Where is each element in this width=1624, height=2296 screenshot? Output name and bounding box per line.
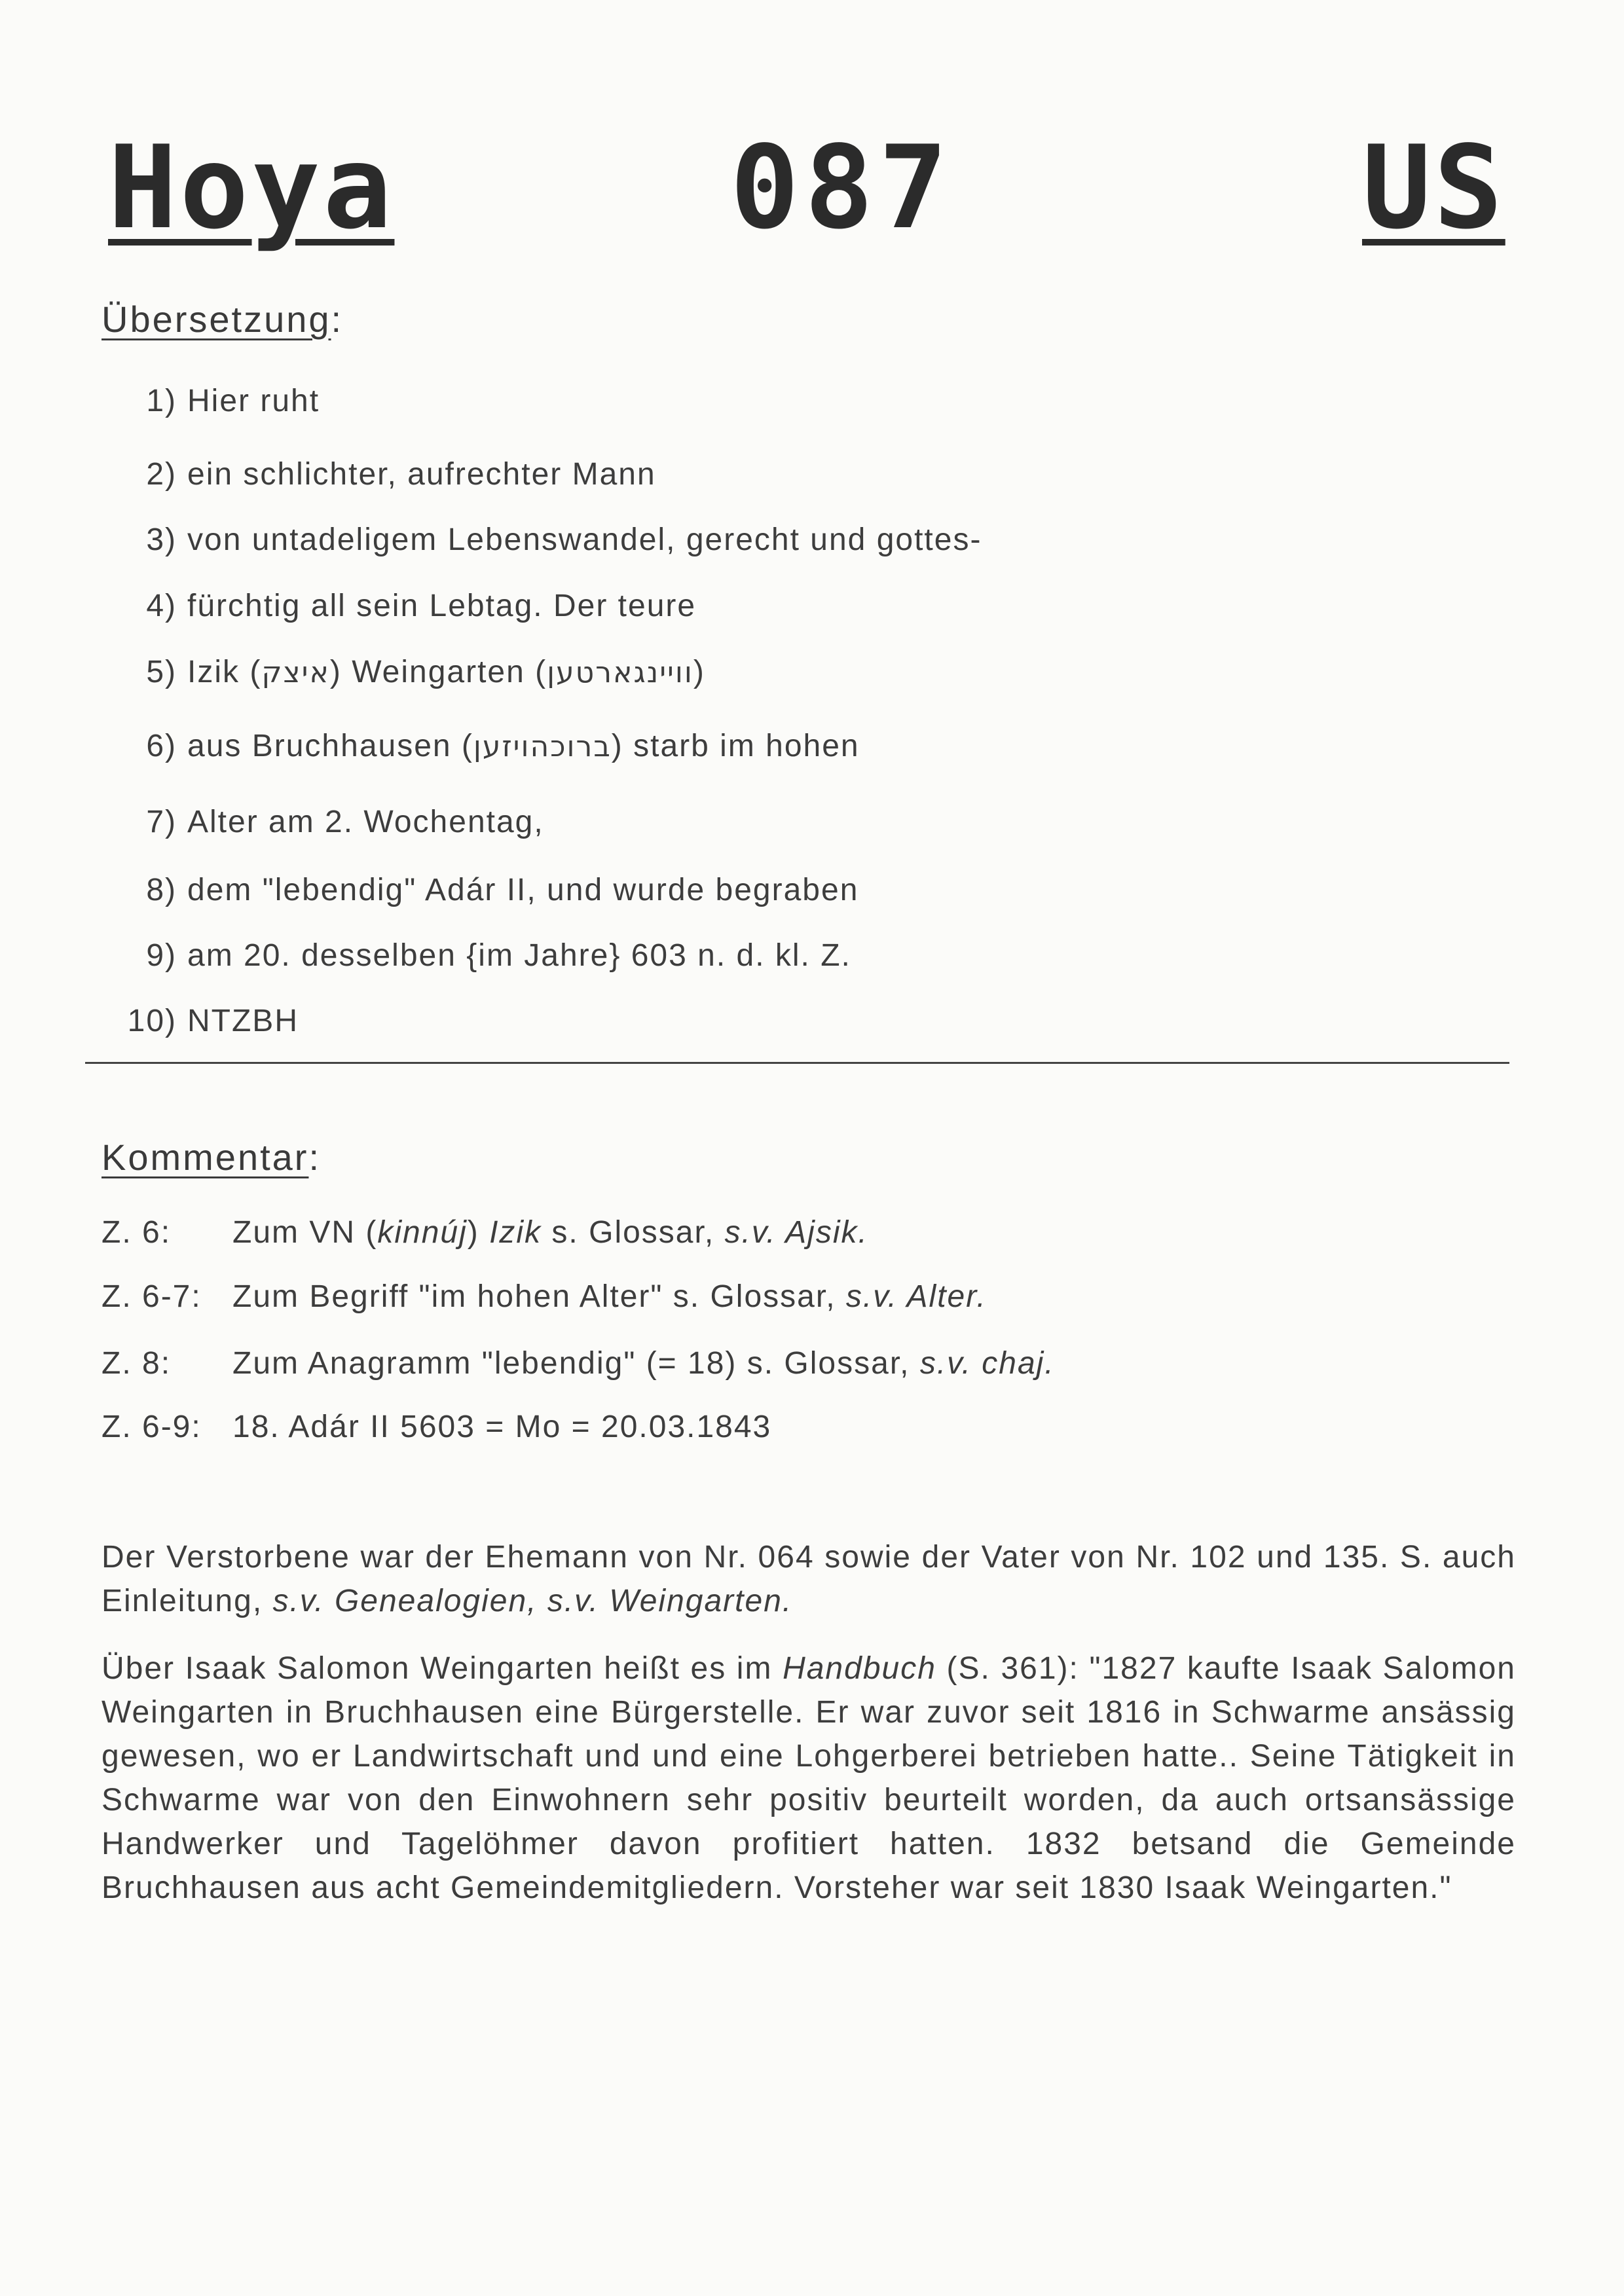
line-number: 1) <box>146 384 177 418</box>
header-place: Hoya <box>108 122 395 255</box>
comment-italic: s.v. Ajsik. <box>724 1215 868 1250</box>
line-text: von untadeligem Lebenswandel, gerecht und gottes- <box>187 522 982 557</box>
paragraph-handbuch <box>101 1647 1516 1910</box>
line-ref: Z. 6: <box>101 1215 172 1250</box>
line-text-post: ) starb im hohen <box>611 729 860 763</box>
line-ref: Z. 6-9: <box>101 1410 202 1444</box>
line-number: 10) <box>127 1004 177 1038</box>
line-text-mid: ) Weingarten ( <box>329 655 547 689</box>
translation-heading-colon: : <box>331 299 344 340</box>
commentary-line <box>101 1214 1542 1250</box>
line-text-post: ) <box>693 655 705 689</box>
line-ref: Z. 8: <box>101 1346 172 1381</box>
header-code: US <box>1362 122 1505 255</box>
comment-italic: s.v. chaj. <box>919 1346 1055 1381</box>
commentary-line <box>101 1409 1542 1445</box>
paragraph-text: (S. 361): "1827 kaufte Isaak Salomon Weingarten in Bruchhausen eine Bürgerstelle. Er war zuvor seit 1816 in Schwarme ansässig gewesen, wo er Landwirtschaft und und eine Lohgerberei betrieben hatte.. Seine Tätigkeit in Schwarme war von den Einwohnern sehr positiv beurteilt worden, da auch ortsansässige Handwerker und Tagelöhmer davon profitiert hatten. 1832 betsand die Gemeinde Bruchhausen aus acht Gemeindemitgliedern. Vorsteher war seit 1830 Isaak Weingarten." <box>101 1651 1516 1905</box>
line-text: fürchtig all sein Lebtag. Der teure <box>187 589 697 623</box>
line-number: 8) <box>146 873 177 907</box>
comment-text: Zum VN ( <box>232 1215 378 1250</box>
hebrew-surname: וויינגארטען <box>547 656 693 689</box>
comment-text: Zum Anagramm "lebendig" (= 18) s. Glossar, <box>232 1346 920 1381</box>
paragraph-text: Über Isaak Salomon Weingarten heißt es im <box>101 1651 783 1686</box>
line-number: 4) <box>146 589 177 623</box>
line-text: Hier ruht <box>187 384 320 418</box>
hebrew-place: ברוכהויזען <box>473 730 612 763</box>
comment-italic: kinnúj <box>377 1215 468 1250</box>
line-text: Alter am 2. Wochentag, <box>187 805 544 839</box>
comment-italic: Izik <box>489 1215 542 1250</box>
hebrew-name: איצק <box>261 656 330 689</box>
commentary-line <box>101 1345 1542 1381</box>
line-text-pre: Izik ( <box>187 655 262 689</box>
line-number: 5) <box>146 655 177 689</box>
translation-line <box>79 588 1519 624</box>
commentary-heading-text: Kommentar <box>101 1137 309 1178</box>
translation-line <box>79 728 1519 764</box>
commentary-heading <box>101 1136 321 1178</box>
translation-line <box>79 456 1519 492</box>
section-divider <box>85 1062 1509 1064</box>
comment-text: 18. Adár II 5603 = Mo = 20.03.1843 <box>232 1410 772 1444</box>
paragraph-text: Der Verstorbene war der Ehemann von Nr. 064 sowie der Vater von Nr. 102 und 135. S. auch Einleitung, <box>101 1540 1516 1618</box>
translation-line <box>79 383 1519 419</box>
paragraph-genealogy <box>101 1535 1516 1623</box>
translation-heading-text: Übersetzung <box>101 299 331 340</box>
comment-italic: s.v. Alter. <box>845 1279 987 1314</box>
comment-text: ) <box>467 1215 490 1250</box>
line-number: 9) <box>146 938 177 973</box>
line-number: 7) <box>146 805 177 839</box>
comment-text: Zum Begriff "im hohen Alter" s. Glossar, <box>232 1279 846 1314</box>
translation-line <box>79 872 1519 908</box>
translation-line <box>79 938 1519 974</box>
header-number: 087 <box>730 122 953 255</box>
paragraph-italic: Handbuch <box>783 1651 936 1686</box>
line-number: 2) <box>146 457 177 492</box>
commentary-line <box>101 1279 1542 1315</box>
line-text: dem "lebendig" Adár II, und wurde begraben <box>187 873 859 907</box>
translation-line <box>79 654 1519 690</box>
line-number: 3) <box>146 522 177 557</box>
translation-heading <box>101 298 343 340</box>
line-number: 6) <box>146 729 177 763</box>
line-text: ein schlichter, aufrechter Mann <box>187 457 656 492</box>
translation-line <box>79 522 1519 558</box>
line-text-pre: aus Bruchhausen ( <box>187 729 473 763</box>
translation-line <box>79 804 1519 840</box>
line-ref: Z. 6-7: <box>101 1279 202 1314</box>
comment-text: s. Glossar, <box>542 1215 725 1250</box>
commentary-heading-colon: : <box>308 1137 321 1178</box>
translation-line <box>79 1003 1519 1039</box>
paragraph-italic: s.v. Genealogien, s.v. Weingarten. <box>272 1584 793 1618</box>
line-text: NTZBH <box>187 1004 299 1038</box>
line-text: am 20. desselben {im Jahre} 603 n. d. kl. Z. <box>187 938 851 973</box>
